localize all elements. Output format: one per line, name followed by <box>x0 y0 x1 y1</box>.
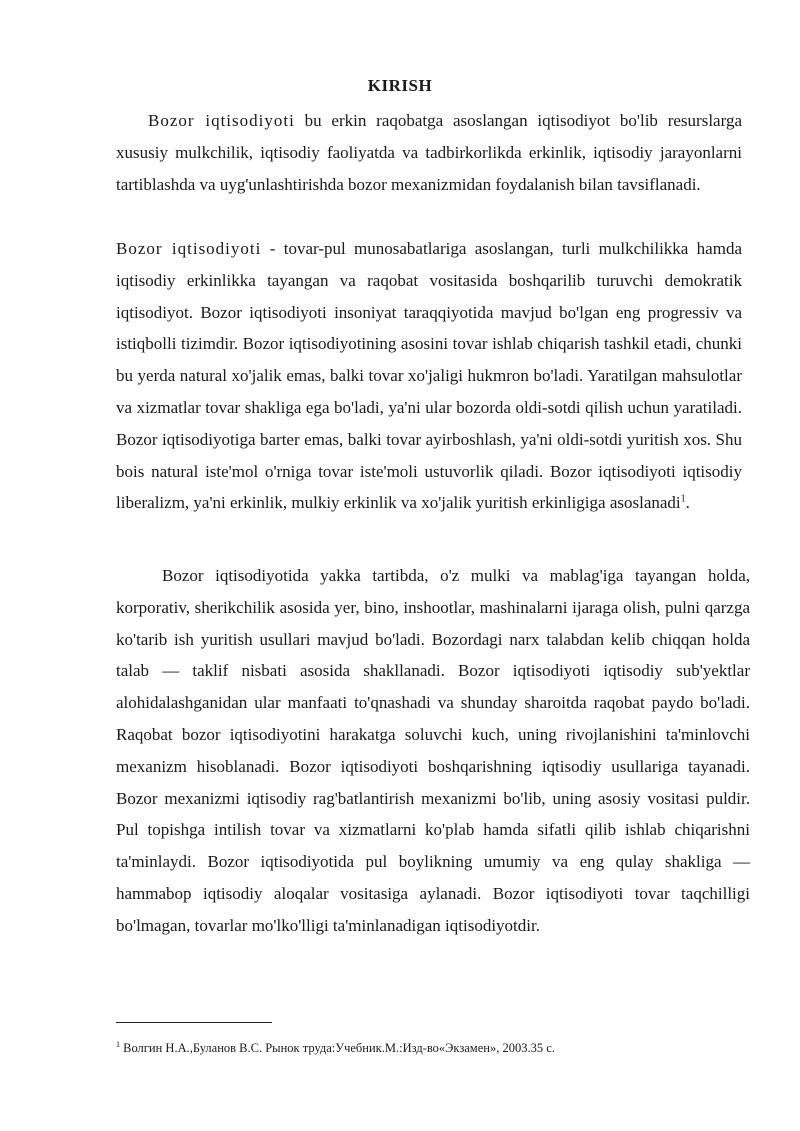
page-title: KIRISH <box>367 76 433 95</box>
paragraph-1-text: bu erkin raqobatga asoslangan iqtisodiyot bo'lib resurslarga xususiy mulkchilik, iqtisodiy faoliyatda va tadbirkorlikda erkinlik, iqtisodiy jarayonlarni tartiblashda va uyg'unlashtirishda bozor mexanizmidan foydalanish bilan tavsiflanadi. <box>116 111 742 194</box>
paragraph-3: Bozor iqtisodiyotida yakka tartibda, o'z mulki va mablag'iga tayangan holda, korporativ, sherikchilik asosida yer, bino, inshootlar, mashinalarni ijaraga olish, pulni qarzga ko'tarib ish yuritish usullari mavjud bo'ladi. Bozordagi narx talabdan kelib chiqqan holda talab — taklif nisbati asosida shakllanadi. Bozor iqtisodiyoti iqtisodiy sub'yektlar alohidalashganidan ular manfaati to'qnashadi va shunday sharoitda raqobat paydo bo'ladi. Raqobat bozor iqtisodiyotini harakatga soluvchi kuch, uning rivojlanishini ta'minlovchi mexanizm hisoblanadi. Bozor iqtisodiyoti boshqarishning iqtisodiy usullariga tayanadi. Bozor mexanizmi iqtisodiy rag'batlantirish mexanizmi bo'lib, uning asosiy vositasi puldir. Pul topishga intilish tovar va xizmatlarni ko'plab hamda sifatli qilib ishlab chiqarishni ta'minlaydi. Bozor iqtisodiyotida pul boylikning umumiy va eng qulay shakliga — hammabop iqtisodiy aloqalar vositasiga aylanadi. Bozor iqtisodiyoti tovar taqchilligi bo'lmagan, tovarlar mo'lko'lligi ta'minlanadigan iqtisodiyotdir. <box>116 566 750 935</box>
paragraph-2-end: . <box>685 493 690 513</box>
footnote-reference: 1 <box>680 493 686 505</box>
paragraph-2-text: - tovar-pul munosabatlariga asoslangan, turli mulkchilikka hamda iqtisodiy erkinlikka tayangan va raqobat vositasida boshqarilib turuvchi demokratik iqtisodiyot. Bozor iqtisodiyoti insoniyat taraqqiyotida mavjud bo'lgan eng progressiv va istiqbolli tizimdir. Bozor iqtisodiyotining asosini tovar ishlab chiqarish tashkil etadi, chunki bu yerda natural xo'jalik emas, balki tovar xo'jaligi hukmron bo'ladi. Yaratilgan mahsulotlar va xizmatlar tovar shakliga ega bo'ladi, ya'ni ular bozorda oldi-sotdi qilish uchun yaratiladi. Bozor iqtisodiyotiga barter emas, balki tovar ayirboshlash, ya'ni oldi-sotdi yuritish xos. Shu bois natural iste'mol o'rniga tovar iste'moli ustuvorlik qiladi. Bozor iqtisodiyoti iqtisodiy liberalizm, ya'ni erkinlik, mulkiy erkinlik va xo'jalik yuritish erkinligiga asoslanadi <box>116 239 742 513</box>
footnote-text: Волгин Н.А.,Буланов В.С. Рынок труда:Учебник.М.:Изд-во«Экзамен», 2003.35 с. <box>120 1041 555 1055</box>
paragraph-1 <box>116 105 742 200</box>
footnote-divider <box>116 1022 272 1023</box>
footnote <box>116 1040 756 1056</box>
paragraph-1-lead: Bozor iqtisodiyoti <box>148 111 295 130</box>
paragraph-2 <box>116 233 742 519</box>
footnote-number: 1 <box>116 1039 120 1049</box>
paragraph-2-lead: Bozor iqtisodiyoti <box>116 239 262 258</box>
